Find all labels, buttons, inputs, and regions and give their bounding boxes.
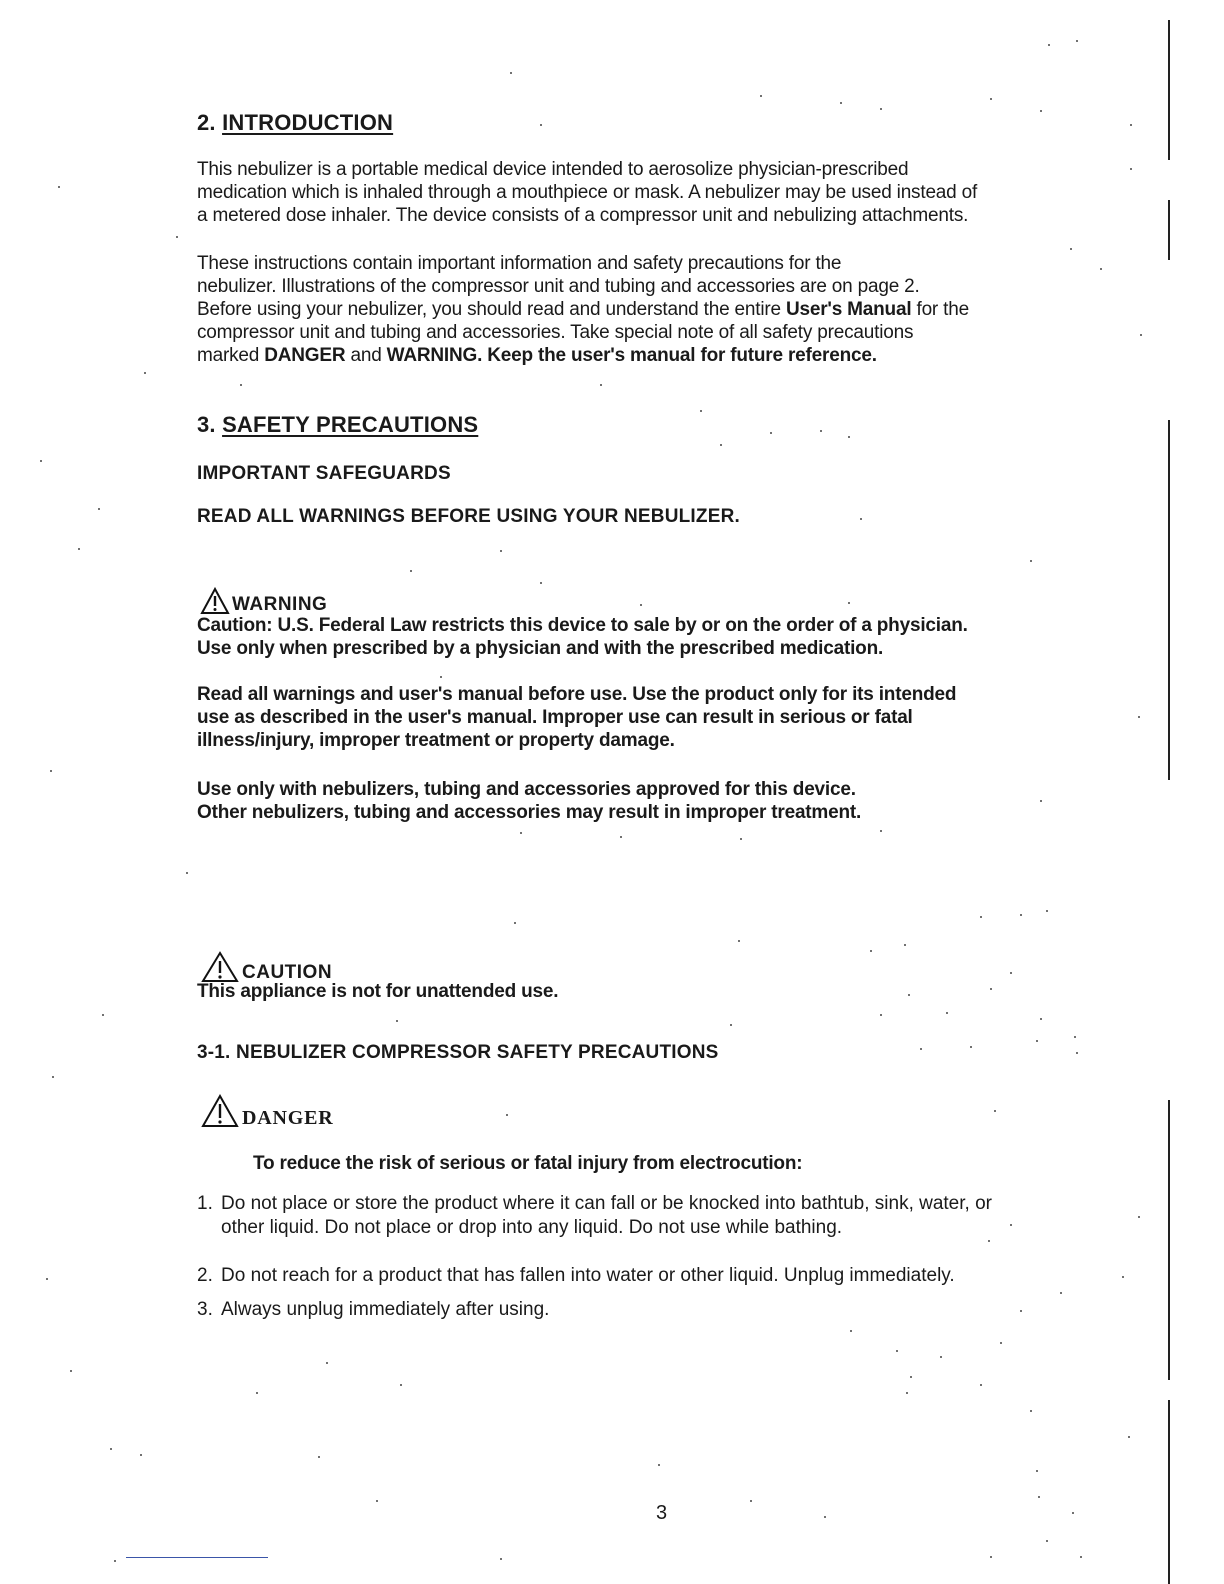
text-run: marked xyxy=(197,345,265,366)
scan-speck xyxy=(738,940,740,942)
scan-speck xyxy=(1122,1276,1124,1278)
scan-speck xyxy=(540,582,542,584)
scan-speck xyxy=(256,1392,258,1394)
danger-emphasis: DANGER xyxy=(264,345,346,366)
scan-speck xyxy=(840,102,842,104)
scan-speck xyxy=(700,410,702,412)
scan-speck xyxy=(720,444,722,446)
scan-speck xyxy=(1128,1436,1130,1438)
text-line: medication which is inhaled through a mouthpiece or mask. A nebulizer may be used instead of xyxy=(197,182,978,203)
caution-triangle-icon xyxy=(200,951,240,983)
scan-speck xyxy=(970,1046,972,1048)
list-item xyxy=(197,1298,1127,1322)
scan-speck xyxy=(1100,268,1102,270)
scan-speck xyxy=(1010,1224,1012,1226)
safety-number: 3. xyxy=(197,412,216,437)
scan-speck xyxy=(500,1558,502,1560)
scan-edge-line xyxy=(1168,420,1170,780)
scan-speck xyxy=(78,548,80,550)
warning-emphasis: WARNING. Keep the user's manual for future reference. xyxy=(386,345,877,366)
scan-speck xyxy=(1130,124,1132,126)
important-safeguards: IMPORTANT SAFEGUARDS xyxy=(197,463,451,484)
scan-speck xyxy=(46,1278,48,1280)
scan-speck xyxy=(1080,1556,1082,1558)
introduction-title: INTRODUCTION xyxy=(222,110,394,135)
scan-speck xyxy=(760,95,762,97)
text-line: a metered dose inhaler. The device consists of a compressor unit and nebulizing attachments. xyxy=(197,205,969,226)
scan-speck xyxy=(1010,972,1012,974)
scan-speck xyxy=(514,922,516,924)
text-line xyxy=(197,344,1127,367)
danger-triangle-icon xyxy=(200,1094,240,1128)
scan-speck xyxy=(1040,110,1042,112)
footer-rule xyxy=(126,1557,268,1558)
scan-speck xyxy=(658,1464,660,1466)
caution-word: CAUTION xyxy=(242,962,333,983)
safety-precautions-heading xyxy=(197,412,1127,438)
scan-speck xyxy=(620,836,622,838)
scan-speck xyxy=(908,994,910,996)
text-line: Use only when prescribed by a physician and with the prescribed medication. xyxy=(197,638,884,659)
scan-speck xyxy=(848,602,850,604)
read-all-warnings: READ ALL WARNINGS BEFORE USING YOUR NEBULIZER. xyxy=(197,506,740,527)
scan-speck xyxy=(318,1456,320,1458)
scan-speck xyxy=(240,384,242,386)
scan-speck xyxy=(904,944,906,946)
scan-speck xyxy=(1038,1496,1040,1498)
text-line: compressor unit and tubing and accessories. Take special note of all safety precautions xyxy=(197,322,914,343)
warning-label xyxy=(200,587,327,615)
text-line: Caution: U.S. Federal Law restricts this device to sale by or on the order of a physician. xyxy=(197,615,968,636)
scan-speck xyxy=(1030,560,1032,562)
scan-speck xyxy=(770,432,772,434)
scan-speck xyxy=(1074,1036,1076,1038)
scan-speck xyxy=(880,108,882,110)
danger-word: DANGER xyxy=(242,1107,334,1129)
compressor-safety-heading: 3-1. NEBULIZER COMPRESSOR SAFETY PRECAUTIONS xyxy=(197,1042,719,1063)
scan-speck xyxy=(400,1384,402,1386)
scan-speck xyxy=(1076,40,1078,42)
scan-speck xyxy=(946,1012,948,1014)
scan-speck xyxy=(920,1048,922,1050)
introduction-heading xyxy=(197,110,1127,136)
warning-paragraph-1 xyxy=(197,614,1127,660)
scan-speck xyxy=(1000,1342,1002,1344)
scan-speck xyxy=(110,1448,112,1450)
text-line: These instructions contain important information and safety precautions for the xyxy=(197,253,842,274)
scan-speck xyxy=(980,1384,982,1386)
scan-speck xyxy=(176,236,178,238)
warning-paragraph-3 xyxy=(197,778,1127,824)
list-text: Do not place or store the product where it can fall or be knocked into bathtub, sink, water, or xyxy=(221,1193,992,1214)
scan-speck xyxy=(140,1454,142,1456)
scan-speck xyxy=(730,1024,732,1026)
scan-speck xyxy=(988,1240,990,1242)
text-line: This nebulizer is a portable medical device intended to aerosolize physician-prescribed xyxy=(197,159,909,180)
safety-title: SAFETY PRECAUTIONS xyxy=(222,412,479,437)
scan-speck xyxy=(510,72,512,74)
scan-speck xyxy=(1072,1512,1074,1514)
scan-speck xyxy=(1040,800,1042,802)
scan-speck xyxy=(440,676,442,678)
text-run: and xyxy=(345,345,387,366)
scan-speck xyxy=(1070,248,1072,250)
scan-edge-line xyxy=(1168,20,1170,160)
scan-speck xyxy=(50,770,52,772)
scan-speck xyxy=(1036,1040,1038,1042)
scan-speck xyxy=(98,508,100,510)
warning-triangle-icon xyxy=(200,587,230,615)
scan-speck xyxy=(186,872,188,874)
scan-speck xyxy=(740,838,742,840)
scan-speck xyxy=(326,1362,328,1364)
scan-speck xyxy=(850,1330,852,1332)
scan-speck xyxy=(880,830,882,832)
danger-label xyxy=(200,1094,333,1128)
scan-speck xyxy=(750,1500,752,1502)
scan-speck xyxy=(1020,1310,1022,1312)
scan-speck xyxy=(1140,334,1142,336)
caution-text: This appliance is not for unattended use. xyxy=(197,981,559,1002)
scan-speck xyxy=(1046,910,1048,912)
scan-speck xyxy=(600,384,602,386)
page-number: 3 xyxy=(656,1502,668,1524)
scan-speck xyxy=(820,430,822,432)
scan-speck xyxy=(1060,1292,1062,1294)
scan-edge-line xyxy=(1168,1100,1170,1380)
scan-speck xyxy=(102,1014,104,1016)
text-line: nebulizer. Illustrations of the compressor unit and tubing and accessories are on page 2. xyxy=(197,276,920,297)
scan-speck xyxy=(144,372,146,374)
scan-speck xyxy=(640,604,642,606)
scan-speck xyxy=(500,550,502,552)
scan-speck xyxy=(1130,168,1132,170)
scan-speck xyxy=(1030,1410,1032,1412)
scan-speck xyxy=(1046,1540,1048,1542)
scan-speck xyxy=(1076,1052,1078,1054)
scan-edge-line xyxy=(1168,1400,1170,1584)
users-manual-emphasis: User's Manual xyxy=(785,299,912,320)
warning-word: WARNING xyxy=(232,594,328,615)
scan-speck xyxy=(896,1350,898,1352)
scan-speck xyxy=(40,460,42,462)
text-run: for the xyxy=(911,299,969,320)
scan-speck xyxy=(870,950,872,952)
scan-speck xyxy=(396,1020,398,1022)
scan-speck xyxy=(980,916,982,918)
text-run: Before using your nebulizer, you should read and understand the entire xyxy=(197,299,786,320)
scan-speck xyxy=(52,1076,54,1078)
scan-speck xyxy=(1020,914,1022,916)
scan-speck xyxy=(1036,1470,1038,1472)
scan-speck xyxy=(1040,1018,1042,1020)
list-text: Always unplug immediately after using. xyxy=(221,1299,550,1320)
scan-speck xyxy=(540,124,542,126)
list-text-continued: other liquid. Do not place or drop into any liquid. Do not use while bathing. xyxy=(221,1217,843,1238)
introduction-paragraph-2 xyxy=(197,252,1127,367)
list-item xyxy=(197,1192,1127,1240)
text-line: use as described in the user's manual. Improper use can result in serious or fatal xyxy=(197,707,913,728)
scan-speck xyxy=(990,1556,992,1558)
text-line: Other nebulizers, tubing and accessories may result in improper treatment. xyxy=(197,802,862,823)
scan-speck xyxy=(1138,716,1140,718)
scan-speck xyxy=(940,1356,942,1358)
list-item xyxy=(197,1264,1127,1288)
scan-speck xyxy=(58,186,60,188)
introduction-number: 2. xyxy=(197,110,216,135)
introduction-paragraph-1 xyxy=(197,158,1127,227)
scan-speck xyxy=(1048,44,1050,46)
warning-paragraph-2 xyxy=(197,683,1127,752)
scan-speck xyxy=(848,436,850,438)
scan-speck xyxy=(70,1370,72,1372)
scan-speck xyxy=(994,1110,996,1112)
scan-speck xyxy=(506,1114,508,1116)
list-number: 1. xyxy=(197,1193,213,1214)
scan-speck xyxy=(910,1376,912,1378)
scan-speck xyxy=(906,1392,908,1394)
list-text: Do not reach for a product that has fallen into water or other liquid. Unplug immediately. xyxy=(221,1265,955,1286)
scan-speck xyxy=(990,988,992,990)
list-number: 2. xyxy=(197,1265,213,1286)
scan-edge-line xyxy=(1168,200,1170,260)
text-line: illness/injury, improper treatment or property damage. xyxy=(197,730,675,751)
text-line xyxy=(197,298,1127,321)
scan-speck xyxy=(880,1014,882,1016)
scan-speck xyxy=(990,98,992,100)
list-number: 3. xyxy=(197,1299,213,1320)
scan-speck xyxy=(824,1516,826,1518)
scan-speck xyxy=(860,518,862,520)
scan-speck xyxy=(1138,1216,1140,1218)
scan-speck xyxy=(114,1560,116,1562)
scan-speck xyxy=(376,1500,378,1502)
danger-intro: To reduce the risk of serious or fatal injury from electrocution: xyxy=(253,1153,803,1174)
scan-speck xyxy=(410,570,412,572)
caution-label xyxy=(200,951,332,983)
scan-speck xyxy=(520,832,522,834)
text-line: Read all warnings and user's manual before use. Use the product only for its intended xyxy=(197,684,957,705)
text-line: Use only with nebulizers, tubing and accessories approved for this device. xyxy=(197,779,856,800)
